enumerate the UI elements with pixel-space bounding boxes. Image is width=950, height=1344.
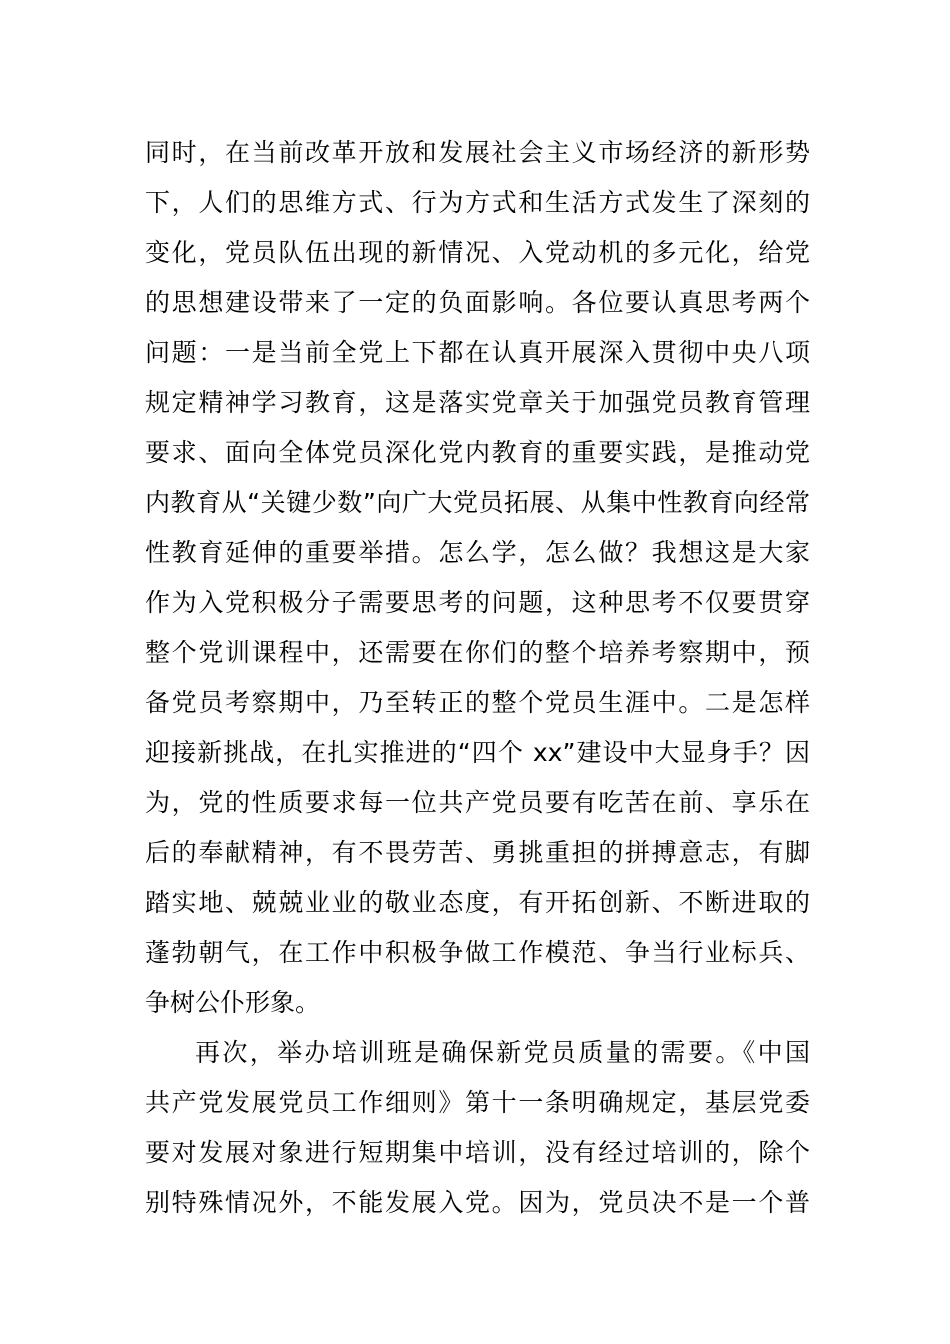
document-body — [145, 128, 810, 1228]
text-line: 争树公仆形象。 — [145, 988, 321, 1017]
text-line: 要对发展对象进行短期集中培训，没有经过培训的，除个 — [145, 1138, 810, 1167]
text-line: 迎接新挑战，在扎实推进的“四个 xx”建设中大显身手？因 — [145, 738, 810, 767]
text-line: 同时，在当前改革开放和发展社会主义市场经济的新形势 — [145, 138, 810, 167]
text-line: 下，人们的思维方式、行为方式和生活方式发生了深刻的 — [145, 188, 810, 217]
text-line: 蓬勃朝气，在工作中积极争做工作模范、争当行业标兵、 — [145, 938, 810, 967]
text-line: 问题：一是当前全党上下都在认真开展深入贯彻中央八项 — [145, 338, 810, 367]
paragraph-1 — [145, 128, 810, 1028]
text-line: 再次，举办培训班是确保新党员质量的需要。《中国 — [195, 1038, 810, 1067]
paragraph-2 — [145, 1028, 810, 1228]
text-line: 踏实地、兢兢业业的敬业态度，有开拓创新、不断进取的 — [145, 888, 810, 917]
text-line: 要求、面向全体党员深化党内教育的重要实践，是推动党 — [145, 438, 810, 467]
text-line: 内教育从“关键少数”向广大党员拓展、从集中性教育向经常 — [145, 488, 810, 517]
text-line: 性教育延伸的重要举措。怎么学，怎么做？我想这是大家 — [145, 538, 810, 567]
text-line: 作为入党积极分子需要思考的问题，这种思考不仅要贯穿 — [145, 588, 810, 617]
text-line: 备党员考察期中，乃至转正的整个党员生涯中。二是怎样 — [145, 688, 810, 717]
text-line: 为，党的性质要求每一位共产党员要有吃苦在前、享乐在 — [145, 788, 810, 817]
text-line: 别特殊情况外，不能发展入党。因为，党员决不是一个普 — [145, 1188, 810, 1217]
text-line: 共产党发展党员工作细则》第十一条明确规定，基层党委 — [145, 1088, 810, 1117]
text-line: 整个党训课程中，还需要在你们的整个培养考察期中，预 — [145, 638, 810, 667]
text-line: 变化，党员队伍出现的新情况、入党动机的多元化，给党 — [145, 238, 810, 267]
text-line: 的思想建设带来了一定的负面影响。各位要认真思考两个 — [145, 288, 810, 317]
text-line: 规定精神学习教育，这是落实党章关于加强党员教育管理 — [145, 388, 810, 417]
text-line: 后的奉献精神，有不畏劳苦、勇挑重担的拼搏意志，有脚 — [145, 838, 810, 867]
